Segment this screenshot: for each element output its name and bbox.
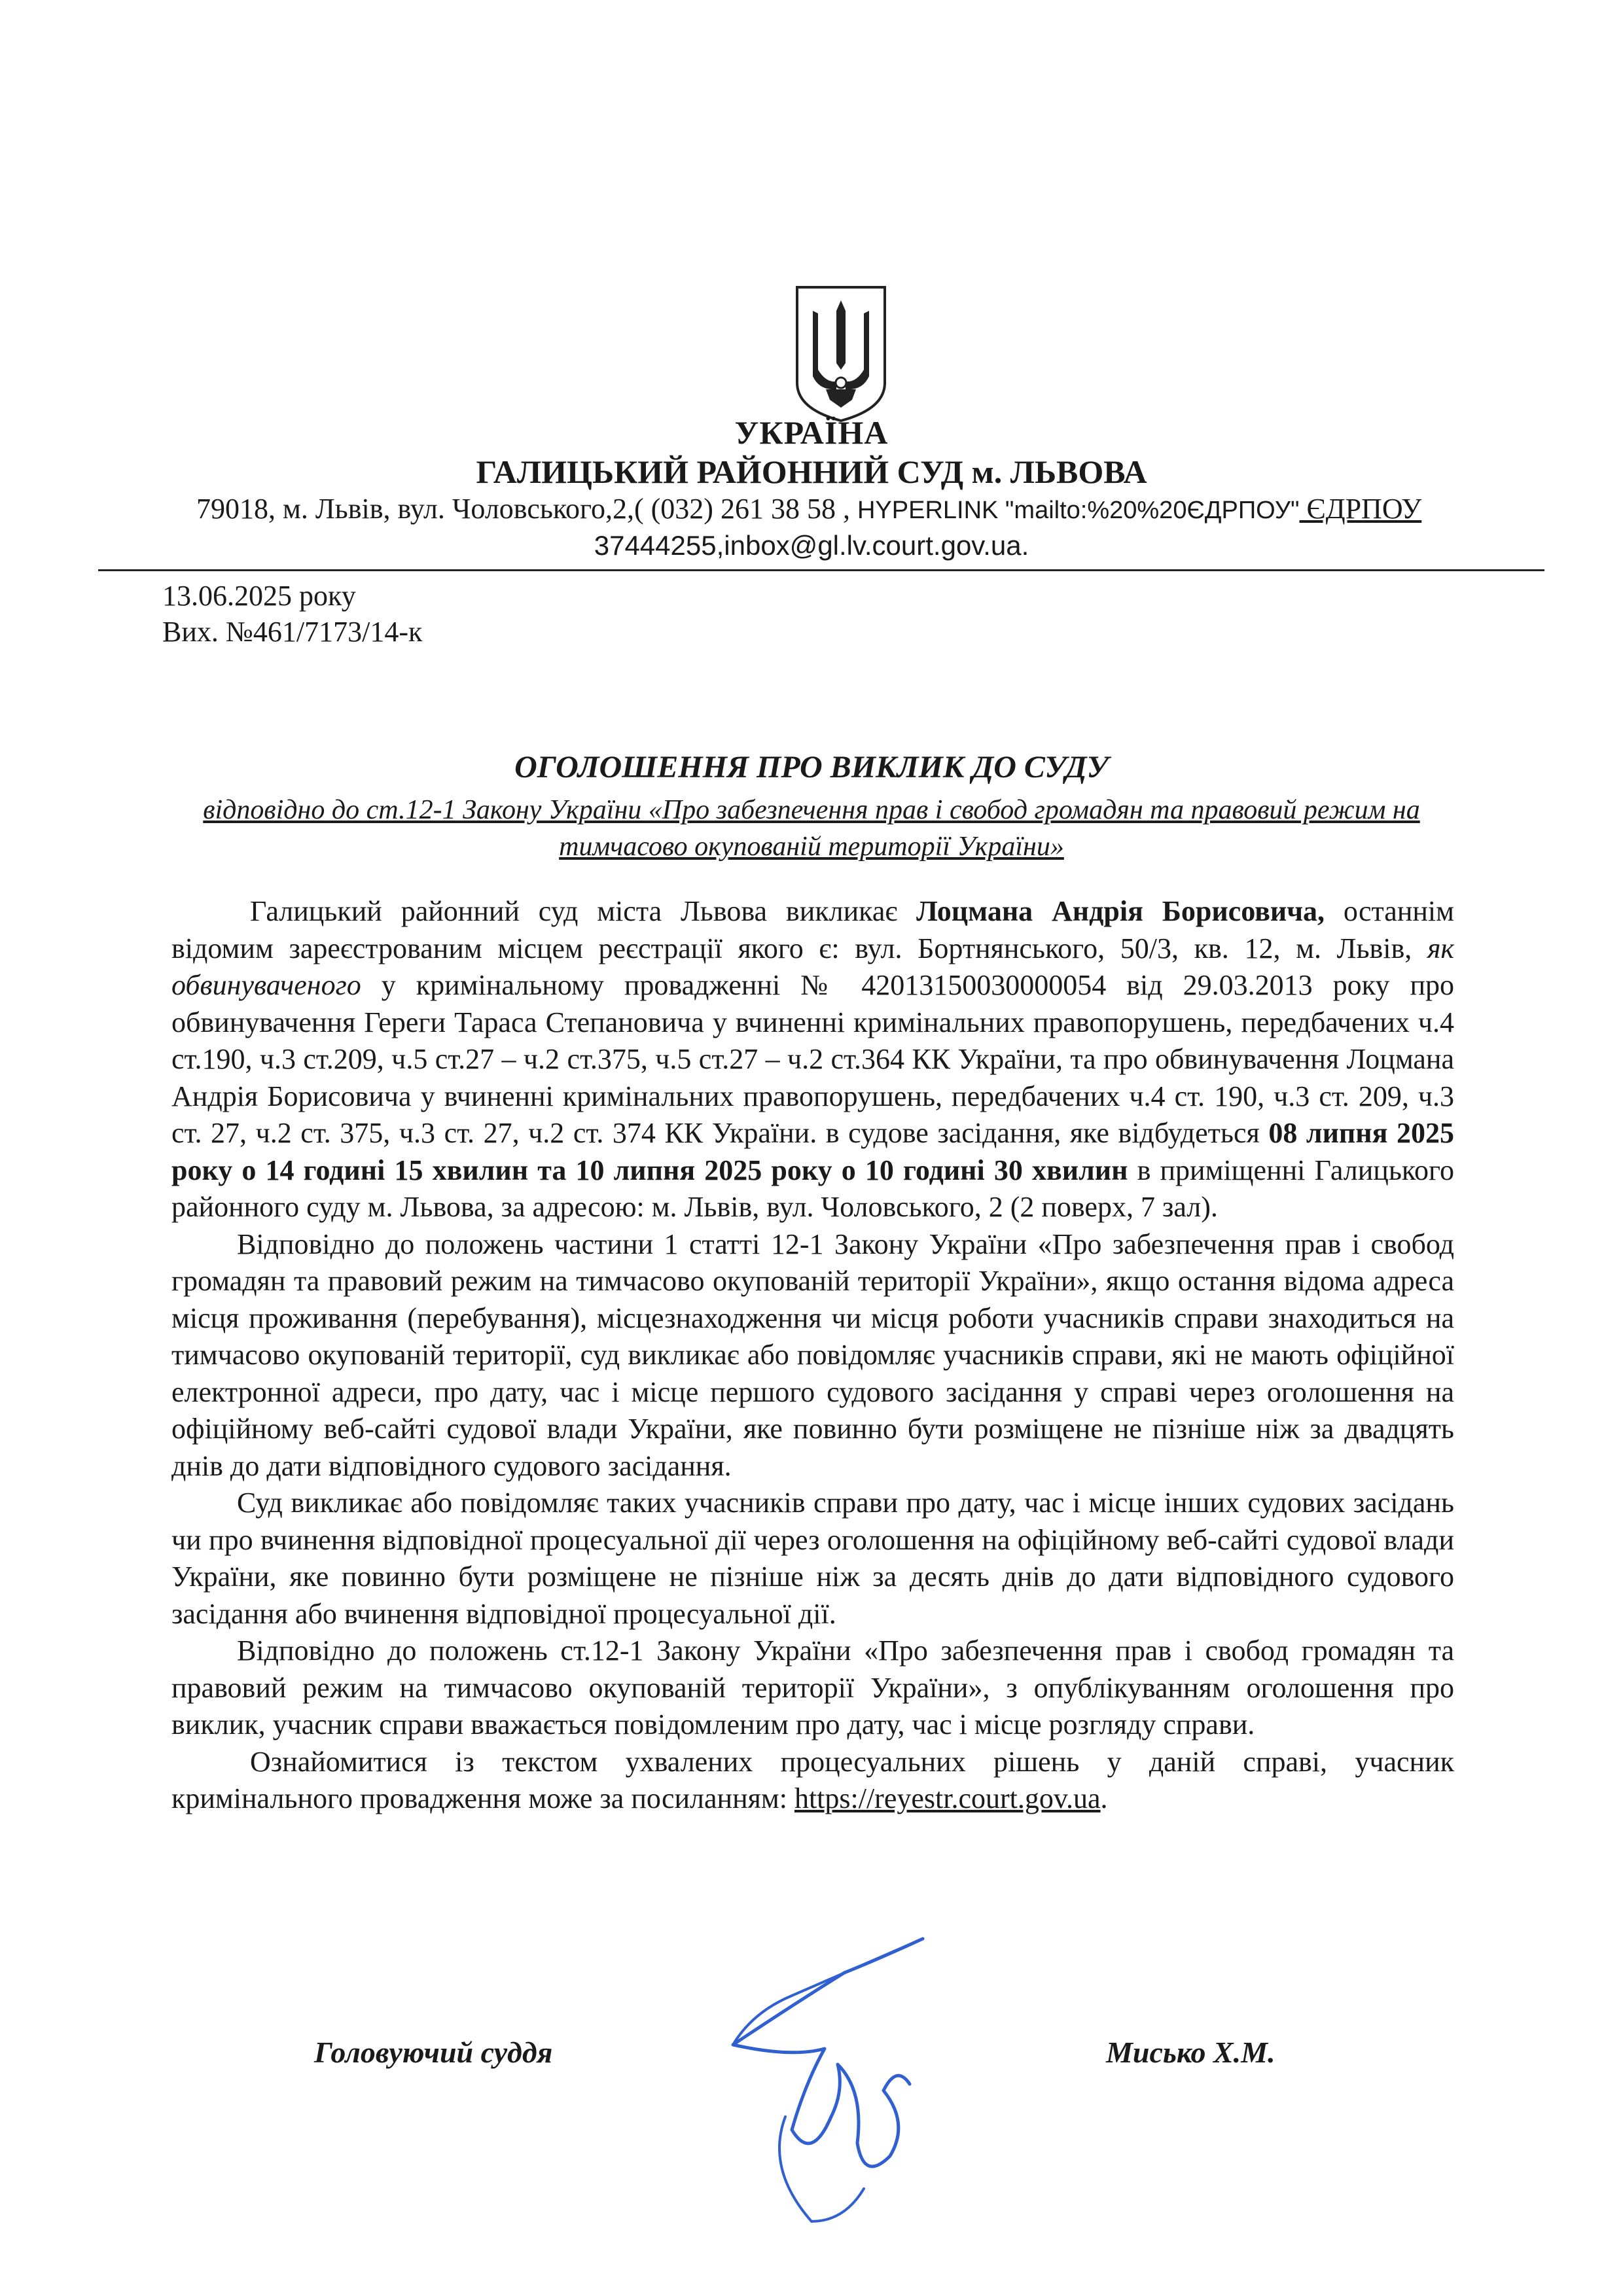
text-span: в приміщенні Галицького районного суду м. Львова, за адресою: м. Львів, вул. Чоловського, 2 (2 поверх, 7 зал).: [171, 1154, 1454, 1223]
document-date: 13.06.2025 року: [162, 580, 356, 612]
handwritten-signature: [713, 1934, 949, 2234]
paragraph-law-1: Відповідно до положень частини 1 статті 12-1 Закону України «Про забезпечення прав і свобод громадян та правовий режим на тимчасово окупованій території України», якщо остання відома адреса місця проживання (перебування), місцезнаходження чи місця роботи учасників справи знаходиться на тимчасово окупованій території, суд викликає або повідомляє учасників справи, які не мають офіційної електронної адреси, про дату, час і місце першого судового засідання у справі через оголошення на офіційному веб-сайті судової влади України, яке повинно бути розміщене не пізніше ніж за двадцять днів до дати відповідного судового засідання.: [171, 1227, 1454, 1482]
text-span: останнім відомим зареєстрованим місцем реєстрації якого є: вул. Бортнянського, 50/3, кв. 12, м. Львів,: [171, 895, 1454, 964]
address-email: 37444255,inbox@gl.lv.court.gov.ua.: [594, 530, 1029, 561]
judge-position: Головуючий суддя: [314, 2036, 553, 2069]
judge-name: Мисько Х.М.: [1106, 2036, 1275, 2069]
paragraph-law-2: Суд викликає або повідомляє таких учасників справи про дату, час і місце інших судових засідань чи про вчинення відповідної процесуальної дії через оголошення на офіційному веб-сайті судової влади України, яке повинно бути розміщене не пізніше ніж за десять днів до дати відповідного судового засідання або вчинення відповідної процесуальної дії.: [171, 1487, 1454, 1630]
trident-coat-of-arms-icon: [793, 285, 889, 423]
text-span: Галицький районний суд міста Львова викликає: [250, 895, 917, 927]
address-hyperlink-text: HYPERLINK "mailto:%20%20ЄДРПОУ": [857, 497, 1300, 524]
court-address-line-1: [196, 492, 1421, 525]
address-edrpou: ЄДРПОУ: [1299, 493, 1422, 525]
outgoing-number: Вих. №461/7173/14-к: [162, 616, 423, 648]
court-name: ГАЛИЦЬКИЙ РАЙОННИЙ СУД м. ЛЬВОВА: [476, 453, 1147, 490]
court-address-line-2: [0, 529, 1623, 562]
address-text: 79018, м. Львів, вул. Чоловського,2,( (032) 261 38 58 ,: [196, 493, 857, 525]
document-body: [171, 893, 1454, 1818]
text-span: Ознайомитися із текстом ухвалених процесуальних рішень у даній справі, учасник кримінального провадження може за посиланням:: [171, 1745, 1454, 1814]
accused-role: як обвинуваченого: [171, 932, 1454, 1001]
text-span: .: [1100, 1782, 1108, 1814]
country-name: УКРАЇНА: [734, 414, 889, 451]
paragraph-link: [171, 1744, 1454, 1818]
paragraph-law-3: Відповідно до положень ст.12-1 Закону України «Про забезпечення прав і свобод громадян та правовий режим на тимчасово окупованій території України», з опублікуванням оголошення про виклик, учасник справи вважається повідомленим про дату, час і місце розгляду справи.: [171, 1634, 1454, 1740]
document-subtitle: відповідно до ст.12-1 Закону України «Про забезпечення прав і свобод громадян та правовий режим на тимчасово окупованій території України»: [203, 795, 1420, 862]
hearing-dates: 08 липня 2025 року о 14 годині 15 хвилин та 10 липня 2025 року о 10 годині 30 хвилин: [171, 1117, 1454, 1186]
registry-link[interactable]: https://reyestr.court.gov.ua: [794, 1782, 1101, 1814]
paragraph-summons: [171, 893, 1454, 1226]
accused-name: Лоцмана Андрія Борисовича,: [916, 895, 1325, 927]
header-divider: [98, 569, 1544, 571]
document-title: ОГОЛОШЕННЯ ПРО ВИКЛИК ДО СУДУ: [514, 750, 1109, 785]
text-span: у кримінальному провадженні № 42013150030000054 від 29.03.2013 року про обвинувачення Гереги Тараса Степановича у вчиненні кримінальних правопорушень, передбачених ч.4 ст.190, ч.3 ст.209, ч.5 ст.27 – ч.2 ст.375, ч.5 ст.27 – ч.2 ст.364 КК України, та про обвинувачення Лоцмана Андрія Борисовича у вчиненні кримінальних правопорушень, передбачених ч.4 ст. 190, ч.3 ст. 209, ч.3 ст. 27, ч.2 ст. 375, ч.3 ст. 27, ч.2 ст. 374 КК України. в судове засідання, яке відбудеться: [171, 969, 1454, 1149]
